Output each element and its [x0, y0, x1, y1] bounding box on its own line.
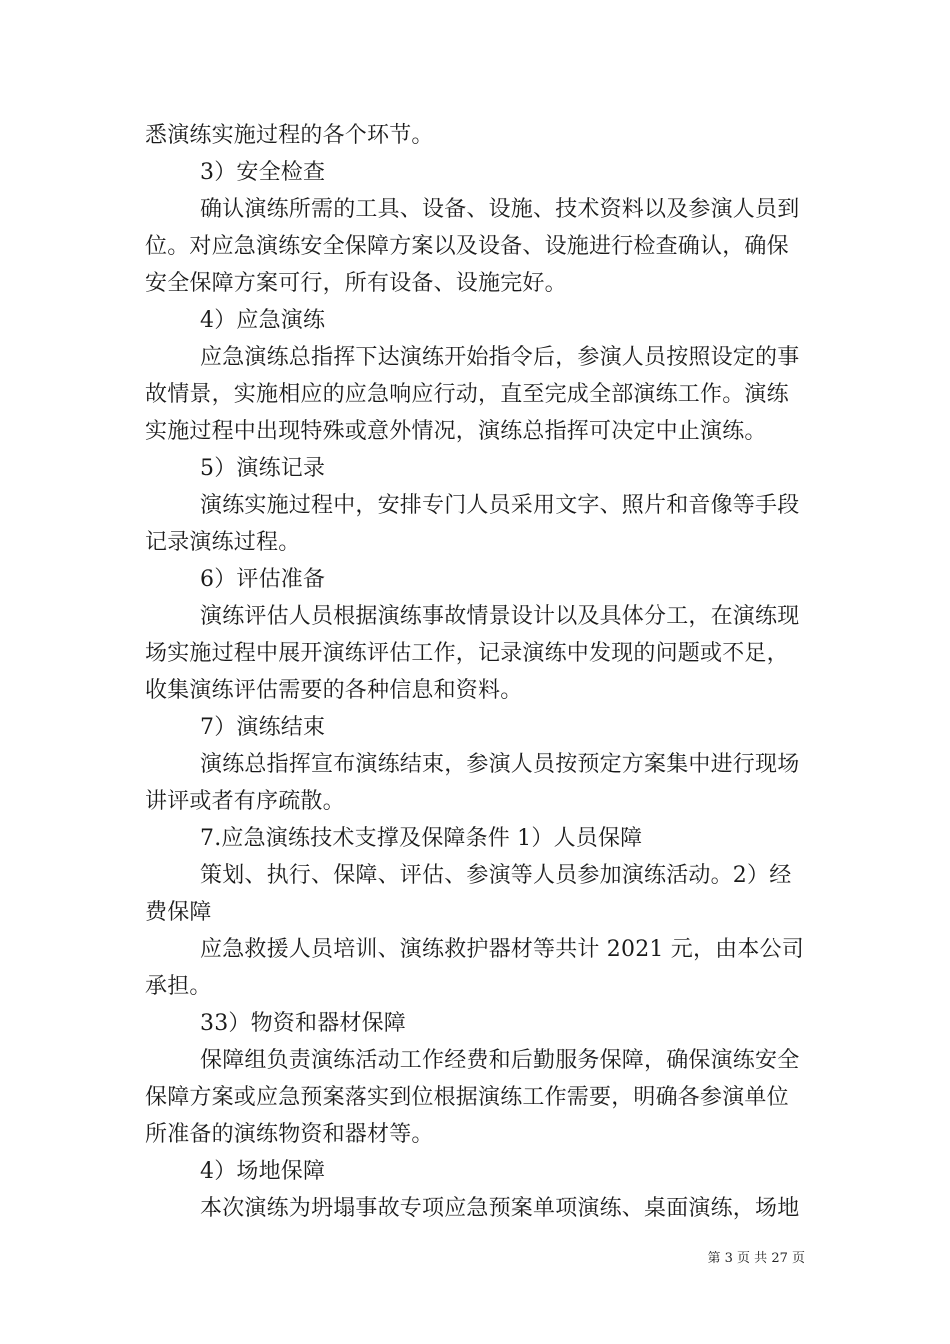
text-line-27: 保障方案或应急预案落实到位根据演练工作需要，明确各参演单位 — [145, 1085, 789, 1110]
text-line-7: 应急演练总指挥下达演练开始指令后，参演人员按照设定的事 — [200, 345, 800, 370]
text-line-21: 策划、执行、保障、评估、参演等人员参加演练活动。2）经 — [200, 863, 792, 888]
text-line-16: 收集演练评估需要的各种信息和资料。 — [145, 678, 523, 703]
page-number: 第 3 页 共 27 页 — [707, 1251, 805, 1266]
text-line-8: 故情景，实施相应的应急响应行动，直至完成全部演练工作。演练 — [145, 382, 789, 407]
text-line-30: 本次演练为坍塌事故专项应急预案单项演练、桌面演练，场地 — [200, 1196, 800, 1221]
text-line-12: 记录演练过程。 — [145, 530, 301, 555]
text-line-15: 场实施过程中展开演练评估工作，记录演练中发现的问题或不足， — [145, 641, 789, 666]
heading-emergency-drill: 4）应急演练 — [200, 308, 326, 333]
text-line-5: 安全保障方案可行，所有设备、设施完好。 — [145, 271, 567, 296]
text-line-4: 位。对应急演练安全保障方案以及设备、设施进行检查确认，确保 — [145, 234, 789, 259]
heading-assessment-prep: 6）评估准备 — [200, 567, 326, 592]
text-line-23: 应急救援人员培训、演练救护器材等共计 2021 元，由本公司 — [200, 937, 804, 962]
text-line-18: 演练总指挥宣布演练结束，参演人员按预定方案集中进行现场 — [200, 752, 800, 777]
text-line-19: 讲评或者有序疏散。 — [145, 789, 345, 814]
heading-drill-end: 7）演练结束 — [200, 715, 326, 740]
heading-materials: 33）物资和器材保障 — [200, 1011, 406, 1036]
text-line-24: 承担。 — [145, 974, 212, 999]
text-line-11: 演练实施过程中，安排专门人员采用文字、照片和音像等手段 — [200, 493, 800, 518]
text-line-1: 悉演练实施过程的各个环节。 — [145, 123, 434, 148]
text-line-26: 保障组负责演练活动工作经费和后勤服务保障，确保演练安全 — [200, 1048, 800, 1073]
heading-tech-support: 7.应急演练技术支撑及保障条件 1）人员保障 — [200, 826, 643, 851]
heading-venue: 4）场地保障 — [200, 1159, 326, 1184]
heading-drill-record: 5）演练记录 — [200, 456, 326, 481]
text-line-22: 费保障 — [145, 900, 212, 925]
heading-safety-check: 3）安全检查 — [200, 160, 326, 185]
text-line-14: 演练评估人员根据演练事故情景设计以及具体分工，在演练现 — [200, 604, 800, 629]
text-line-3: 确认演练所需的工具、设备、设施、技术资料以及参演人员到 — [200, 197, 800, 222]
text-line-28: 所准备的演练物资和器材等。 — [145, 1122, 434, 1147]
text-line-9: 实施过程中出现特殊或意外情况，演练总指挥可决定中止演练。 — [145, 419, 767, 444]
